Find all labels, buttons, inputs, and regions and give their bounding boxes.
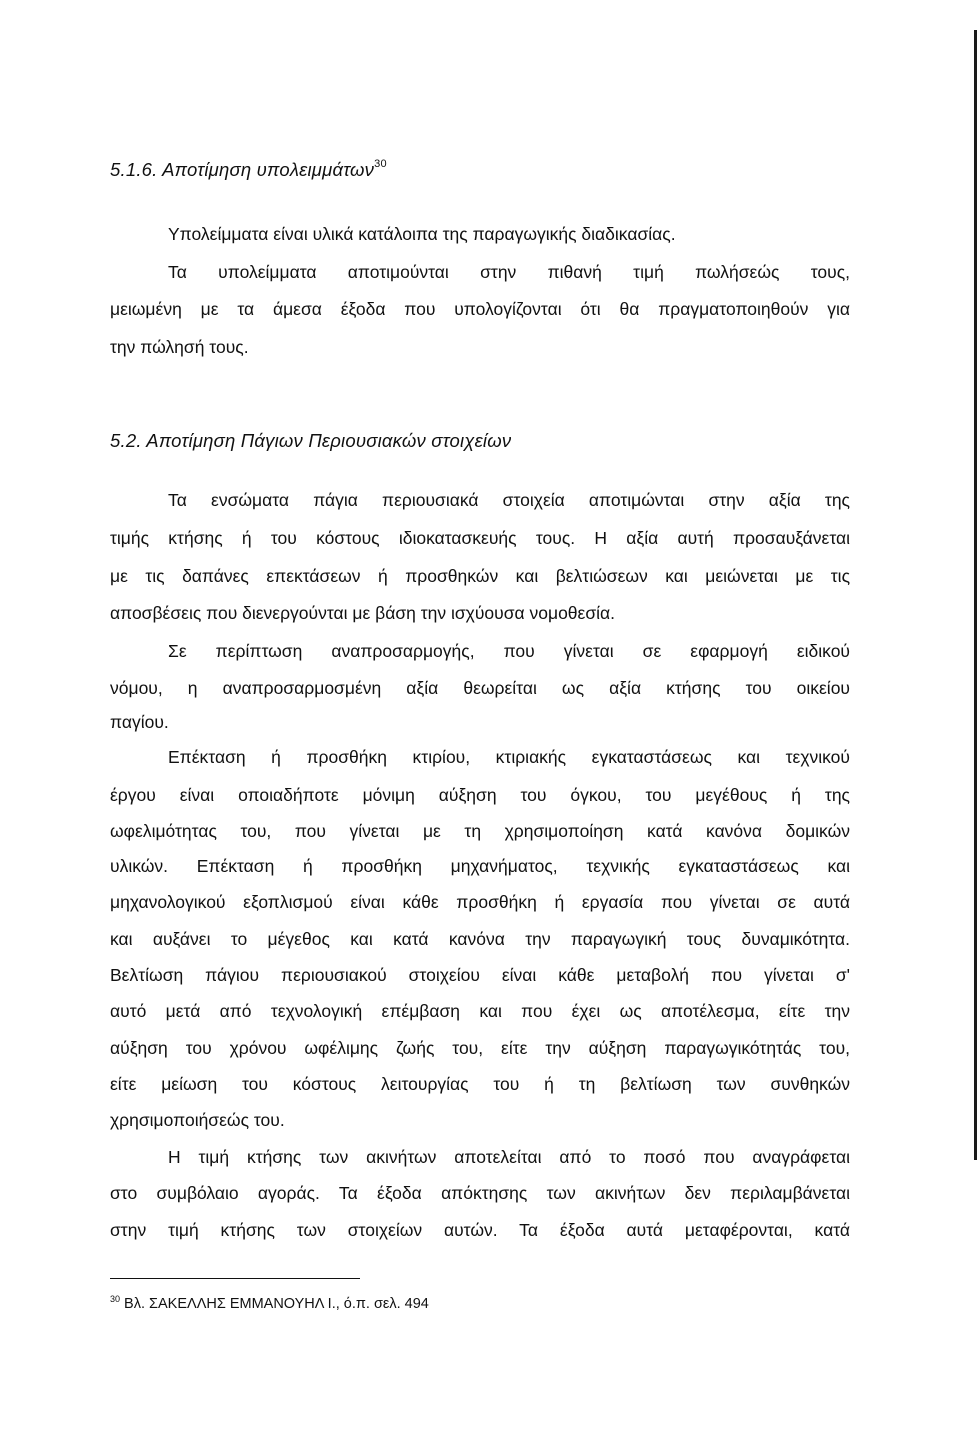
footnote-reference: 30	[374, 158, 387, 170]
footnote-separator	[110, 1278, 360, 1279]
paragraph-line: ωφελιμότητας του, που γίνεται με τη χρησιμοποίηση κατά κανόνα δομικών	[110, 821, 850, 841]
section-heading-516	[110, 158, 387, 181]
paragraph-line: Σε περίπτωση αναπροσαρμογής, που γίνεται σε εφαρμογή ειδικού	[168, 641, 850, 661]
paragraph-line: Βελτίωση πάγιου περιουσιακού στοιχείου είναι κάθε μεταβολή που γίνεται σ'	[110, 965, 850, 985]
paragraph-line: έργου είναι οποιαδήποτε μόνιμη αύξηση του όγκου, του μεγέθους ή της	[110, 785, 850, 805]
paragraph-line: αύξηση του χρόνου ωφέλιμης ζωής του, είτε την αύξηση παραγωγικότητάς του,	[110, 1038, 850, 1058]
paragraph-line: Τα υπολείμματα αποτιμούνται στην πιθανή τιμή πωλήσεώς τους,	[168, 262, 850, 282]
section-title: 5.1.6. Αποτίμηση υπολειμμάτων	[110, 159, 375, 180]
paragraph-line: μηχανολογικού εξοπλισμού είναι κάθε προσθήκη ή εργασία που γίνεται σε αυτά	[110, 892, 850, 912]
paragraph-line: υλικών. Επέκταση ή προσθήκη μηχανήματος, τεχνικής εγκαταστάσεως και	[110, 856, 850, 876]
footnote-number: 30	[110, 1294, 121, 1304]
section-heading-52	[110, 430, 511, 452]
paragraph-line: Τα ενσώματα πάγια περιουσιακά στοιχεία αποτιμώνται στην αξία της	[168, 490, 850, 510]
scan-edge-line	[974, 30, 977, 1160]
paragraph-line: στην τιμή κτήσης των στοιχείων αυτών. Τα έξοδα αυτά μεταφέρονται, κατά	[110, 1220, 850, 1240]
paragraph-line: Επέκταση ή προσθήκη κτιρίου, κτιριακής εγκαταστάσεως και τεχνικού	[168, 747, 850, 767]
paragraph-line: μειωμένη με τα άμεσα έξοδα που υπολογίζονται ότι θα πραγματοποιηθούν για	[110, 299, 850, 319]
paragraph-line: νόμου, η αναπροσαρμοσμένη αξία θεωρείται ως αξία κτήσης του οικείου	[110, 678, 850, 698]
footnote	[110, 1294, 429, 1312]
paragraph-line: στο συμβόλαιο αγοράς. Τα έξοδα απόκτησης των ακινήτων δεν περιλαμβάνεται	[110, 1183, 850, 1203]
paragraph-line: παγίου.	[110, 712, 169, 732]
paragraph-line: τιμής κτήσης ή του κόστους ιδιοκατασκευής τους. Η αξία αυτή προσαυξάνεται	[110, 528, 850, 548]
paragraph-line: αποσβέσεις που διενεργούνται με βάση την ισχύουσα νομοθεσία.	[110, 603, 616, 623]
section-title: 5.2. Αποτίμηση Πάγιων Περιουσιακών στοιχείων	[110, 430, 512, 451]
paragraph-line: την πώλησή τους.	[110, 337, 249, 357]
paragraph-line: με τις δαπάνες επεκτάσεων ή προσθηκών και βελτιώσεων και μειώνεται με τις	[110, 566, 850, 586]
paragraph-line: και αυξάνει το μέγεθος και κατά κανόνα την παραγωγική τους δυναμικότητα.	[110, 929, 850, 949]
paragraph-line: Η τιμή κτήσης των ακινήτων αποτελείται από το ποσό που αναγράφεται	[168, 1147, 850, 1167]
paragraph-line: χρησιμοποιήσεώς του.	[110, 1110, 285, 1130]
paragraph-line: αυτό μετά από τεχνολογική επέμβαση και που έχει ως αποτέλεσμα, είτε την	[110, 1001, 850, 1021]
footnote-text: Βλ. ΣΑΚΕΛΛΗΣ ΕΜΜΑΝΟΥΗΛ Ι., ό.π. σελ. 494	[124, 1296, 429, 1312]
paragraph-line: είτε μείωση του κόστους λειτουργίας του ή τη βελτίωση των συνθηκών	[110, 1074, 850, 1094]
paragraph-line: Υπολείμματα είναι υλικά κατάλοιπα της παραγωγικής διαδικασίας.	[168, 224, 676, 244]
